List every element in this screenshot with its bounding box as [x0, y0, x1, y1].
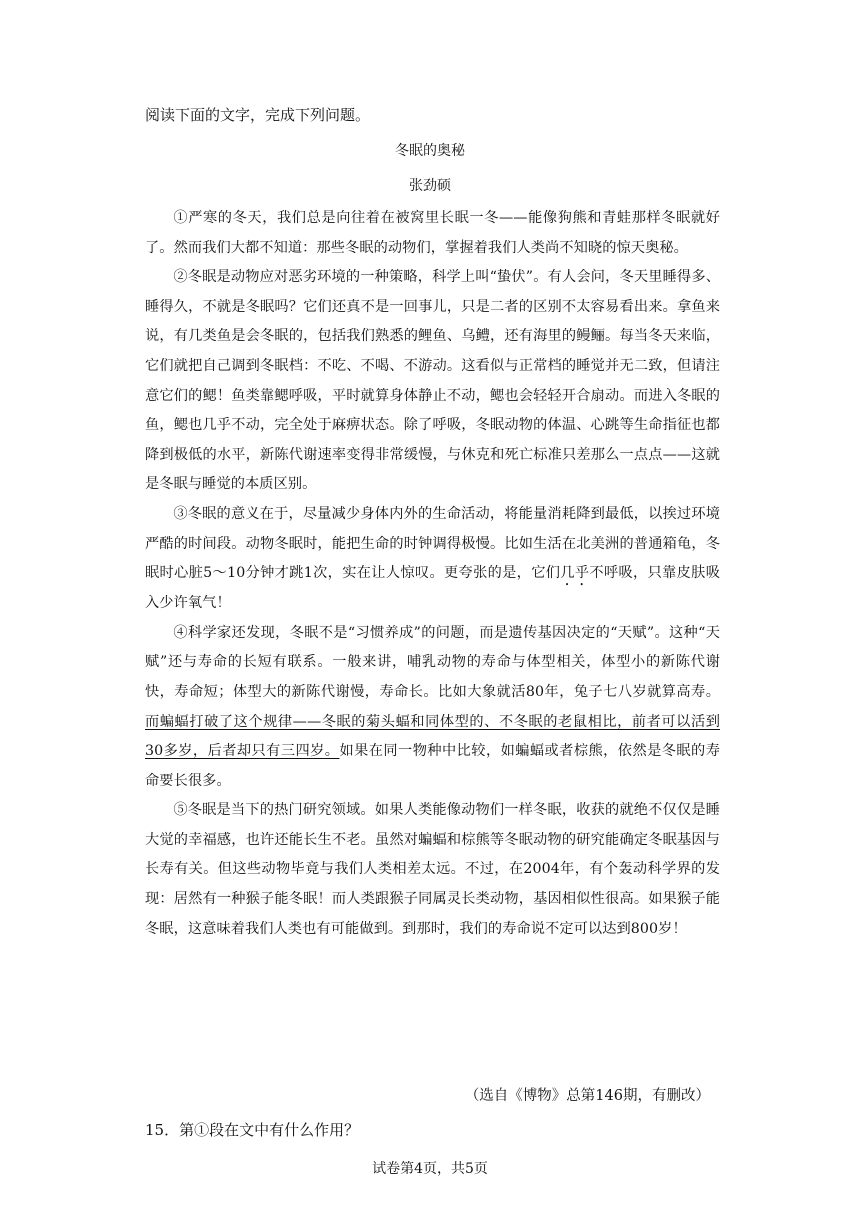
- question-15: 15．第①段在文中有什么作用？: [145, 1121, 360, 1139]
- article-body: [145, 204, 720, 944]
- article-author: 张劲硕: [409, 178, 451, 194]
- paragraph-1: ①严寒的冬天，我们总是向往着在被窝里长眠一冬——能像狗熊和青蛙那样冬眠就好了。然而我们大都不知道：那些冬眠的动物们，掌握着我们人类尚不知晓的惊天奥秘。: [145, 210, 720, 256]
- paragraph-4-text-b: 如果在同一物种中比较，如蝙蝠或者棕熊，依然是冬眠的寿命要长很多。: [145, 743, 720, 789]
- reading-instruction: 阅读下面的文字，完成下列问题。: [145, 106, 371, 124]
- emphasized-word: 几乎: [560, 565, 590, 582]
- paragraph-2: ②冬眠是动物应对恶劣环境的一种策略，科学上叫“蛰伏”。有人会问，冬天里睡得多、睡得久，不就是冬眠吗？它们还真不是一回事儿，只是二者的区别不太容易看出来。拿鱼来说，有几类鱼是会冬眠的，包括我们熟悉的鲤鱼、乌鳢，还有海里的鳗鲡。每当冬天来临，它们就把自己调到冬眠档：不吃、不喝、不游动。这看似与正常档的睡觉并无二致，但请注意它们的鳃！鱼类靠鳃呼吸，平时就算身体静止不动，鳃也会轻轻开合扇动。而进入冬眠的鱼，鳃也几乎不动，完全处于麻痹状态。除了呼吸，冬眠动物的体温、心跳等生命指征也都降到极低的水平，新陈代谢速率变得非常缓慢，与休克和死亡标准只差那么一点点——这就是冬眠与睡觉的本质区别。: [145, 269, 720, 493]
- paragraph-5: ⑤冬眠是当下的热门研究领域。如果人类能像动物们一样冬眠，收获的就绝不仅仅是睡大觉的幸福感，也许还能长生不老。虽然对蝙蝠和棕熊等冬眠动物的研究能确定冬眠基因与长寿有关。但这些动物毕竟与我们人类相差太远。不过，在2004年，有个轰动科学界的发现：居然有一种猴子能冬眠！而人类跟猴子同属灵长类动物，基因相似性很高。如果猴子能冬眠，这意味着我们人类也有可能做到。到那时，我们的寿命说不定可以达到800岁！: [145, 802, 720, 937]
- paragraph-3: [145, 500, 720, 619]
- paragraph-3-text-b: 不呼吸，只靠皮肤吸入少许氧气！: [145, 565, 721, 612]
- underlined-sentence: 而蝙蝠打破了这个规律——冬眠的菊头蝠和同体型的、不冬眠的老鼠相比，前者可以活到30多岁，后者却只有三四岁。: [145, 713, 720, 760]
- article-source: （选自《博物》总第146期，有删改）: [464, 1088, 710, 1104]
- article-title: 冬眠的奥秘: [395, 143, 465, 159]
- paragraph-4-text-a: ④科学家还发现，冬眠不是“习惯养成”的问题，而是遗传基因决定的“天赋”。这种“天赋”还与寿命的长短有联系。一般来讲，哺乳动物的寿命与体型相关，体型小的新陈代谢快，寿命短；体型大的新陈代谢慢，寿命长。比如大象就活80年，兔子七八岁就算高寿。: [145, 624, 720, 700]
- paragraph-4: [145, 619, 720, 797]
- paragraph-3-text-a: ③冬眠的意义在于，尽量减少身体内外的生命活动，将能量消耗降到最低，以挨过环境严酷的时间段。动物冬眠时，能把生命的时钟调得极慢。比如生活在北美洲的普通箱龟，冬眠时心脏5～10分钟才跳1次，实在让人惊叹。更夸张的是，它们: [145, 505, 720, 582]
- page-footer: 试卷第4页，共5页: [372, 1161, 488, 1177]
